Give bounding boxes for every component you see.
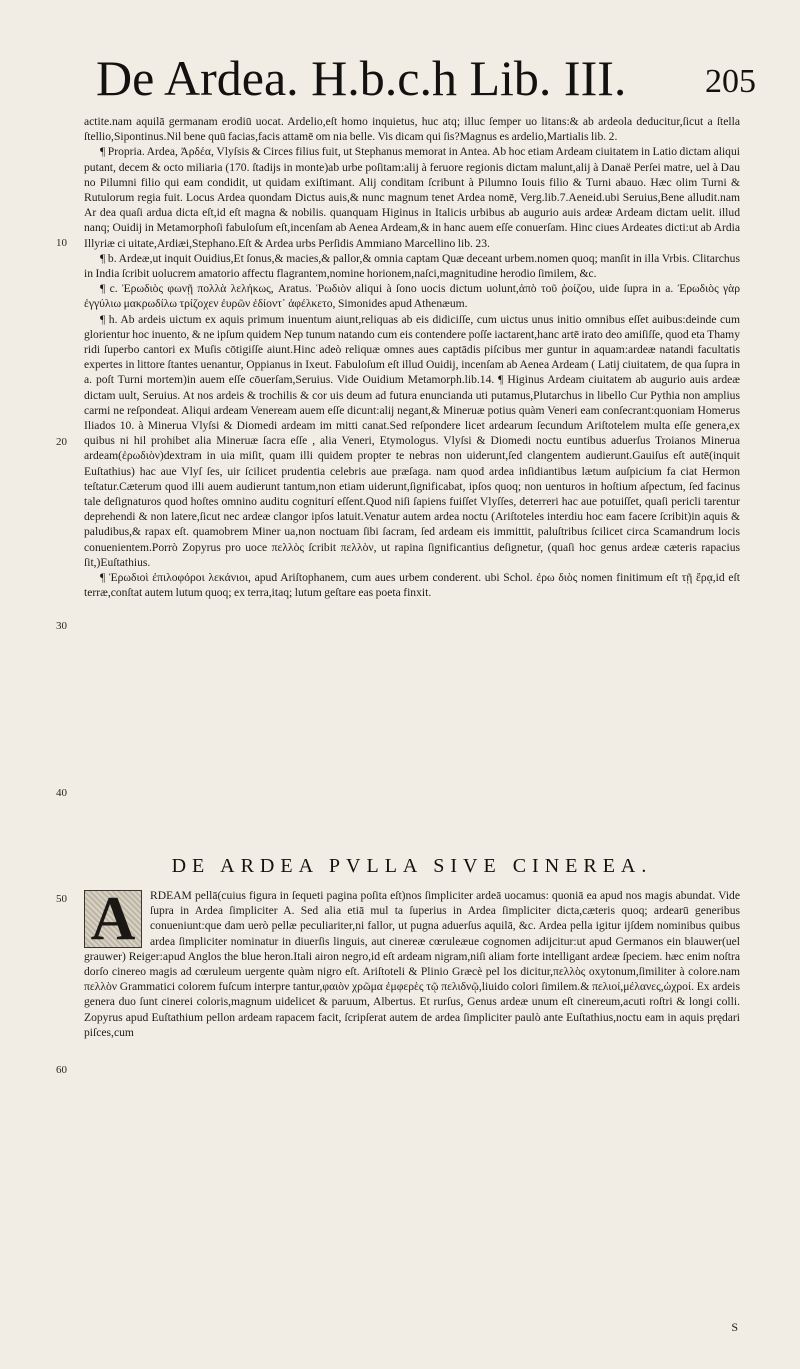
running-title: De Ardea. H.b.c.h Lib. III.: [96, 50, 627, 106]
lower-text-block: [84, 888, 740, 1318]
paragraph-ardelio: actite.nam aquilā germanam erodiū uocat. Ardelio,eſt homo inquietus, huc atq; illuc ſemper uo litans:& ab ardeola deducitur,ſicut a ſtella ſtellio,Sipontinus.Nil bene quū facias,facis attamē om nia belle. Vis dicam qui ſis?Magnus es ardelio,Martialis lib. 2.: [84, 115, 740, 144]
section-heading: DE ARDEA PVLLA SIVE CINEREA.: [171, 855, 653, 877]
line-number: 20: [56, 436, 67, 448]
line-number: 50: [56, 893, 67, 905]
paragraph-h: ¶ h. Ab ardeis uictum ex aquis primum inuentum aiunt,reliquas ab eis didiciſſe, cum uictus unus initio omnibus eſſet auibus:deinde cum glorientur hoc inuento, & ne ipſum quidem Nep tunum natando cum eis contendere poſſe iactarent,hanc artē irato deo amiſiſſe, quod eta Thamy ridi ſuperbo cantori ex Muſis cōtigiſſe aiunt.Hinc adeò reliquæ omnes aues captādis piſcibus mer guntur in aquam:ardeæ natandi facultatis expertes in littore ſtantes uenantur, Oppianus in Ixeut. Fabuloſum eſt illud Ouidij, incenſam ab Aenea Ardeam ( Latij ciuitatem, de qua ſupra in a. poſt Turni mortem)in auem eſſe cōuerſam,Seruius. Vide Ouidium Metamorph.lib.14. ¶ Higinus Ardeam ciuitatem ab augurio auis ardeæ dictam uult, Seruius. At nos ardeis & trochilis & cor uis deum ad futura enuncianda uti putamus,Plutarchus in libello Cur Pythia non amplius carmi ne reſpondeat. Aliqui ardeam Veneream auem eſſe dicunt:alij negant,& Mineruæ potius quàm Veneri eam conſecrant:quoniam Homerus Iliados 10. à Minerua Vlyſsi & Diomedi ardeam im mitti canat.Sed reſpondere licet ardearum ſecundum Ariſtotelem multa eſſe genera,ex quibus ni hil prohibet alia Mineruæ ſacra eſſe , alia Veneri, Etymologus. Vlyſsi & Diomedi noctu euntibus aduerſus Troianos Minerua ardeam(ἐρωδιὸν)dextram in uia miſit, quam illi quidem propter te nebras non uiderunt,ſed clangentem audierunt.Gauiſus eſt autē(inquit Euſtathius) hac aue Vlyſ ſes, uir ſcilicet prudentia celebris aue præſaga. nam quod ardea inſidiantibus lætum auſpicium fa ciat Hermon teſtatur.Cæterum quod illi auem audierunt tantum,non etiam uiderunt,ſignificabat, ipſos quoq; non uenturos in hoſtium aſpectum, ſed facinus tale deſignaturos quod hoſtes omnino auditu cogniturí eſſent.Quod niſi ſapiens fuiſſet Vlyſſes, deterreri hac aue potuiſſet, quaſi pericli tarentur deprehendi & non latere,ſicut nec ardeæ clangor ipſos latuit.Venatur autem ardea noctu (Ariſtoteles interdiu hoc eam facere ſcribit)in aquis & paludibus,& rapax eſt. quamobrem Miner ua,non noctuam ſibi ſacram, ſed ardeam eis immittit, paluſtribus ſcilicet circa Scamandrum locis conuenientem.Porrò Zopyrus pro uoce πελλὸς ſcribit πελλὸν, ut rapina ſignificantius deſignetur, (quaſi hoc genus ardeæ cæteris rapacius ſit,)Euſtathius.: [84, 312, 740, 569]
line-number: 10: [56, 237, 67, 249]
paragraph-propria: ¶ Propria. Ardea, Ἀρδέα, Vlyſsis & Circes filius fuit, ut Stephanus memorat in Antea. Ab hoc etiam Ardeam ciuitatem in Latio dictam aliqui putant, decem & octo miliaria (170. ſtadijs in monte)ab urbe poſitam:alij à feruore regionis dictam malunt,alij à Danaë Perſei matre, uel à Dau no Pilumni filio qui eam condidit, ut quidam exiſtimant. Alij conditam ſcribunt à Pilumno Iouis filio & Turni abauo. Hæc olim Turni & Rutulorum regia fuit. Locus Ardea quondam Dictus auis,& nunc magnum tenet Ardea nomē, Verg.lib.7.Aeneid.ubi Seruius,Bene alludit.nam Ar dea quaſi ardua dicta eſt,id eſt magna & nobilis. quanquam Higinus in Italicis urbibus ab augurio auis ardeæ Ardeam dictam uelit. illud nanq; Ouidij in Metamorphoſi fabuloſum eſt,incenſam ab Aenea Ardeam,& in hanc auem eſſe conuerſam. Hinc ciues Ardeates dicti:ut ab Ardia Illyriæ ci uitate,Ardiæi,Stephano.Eſt & Ardea urbs Perſidis Ammiano Marcellino lib. 23.: [84, 145, 740, 250]
page-header: [96, 44, 756, 114]
initial-letter: A: [90, 890, 136, 948]
page-number: 205: [705, 63, 756, 100]
paragraph-c: ¶ c. Ἐρωδιὸς φωνῇ πολλὰ λελήκως, Aratus. Ῥωδιὸν aliqui à ſono uocis dictum uolunt,ἀπὸ τοῦ ῥοίζου, uide ſupra in a. Ἐρωδιὸς γὰρ ἐγγύλιω μακρωδίλω τρίζοχεν ἐυρῶν ἐδίοντ᾽ ἀφέλκετο, Simonides apud Athenæum.: [84, 282, 740, 311]
upper-text-block: [84, 114, 740, 844]
decorated-initial-icon: [84, 890, 142, 948]
paragraph-aristophanes: ¶ Ἐρωδιοὶ ἐπιλοφόροι λεκάνιοι, apud Ariſtophanem, cum aues urbem conderent. ubi Schol. ἐρω διὸς nomen finitimum eſt τῇ ἔρᾳ,id eſt terræ,conſtat autem lutum quoq; ex terra,itaq; lutum geſtare eas poeta finxit.: [84, 571, 740, 600]
line-number: 60: [56, 1064, 67, 1076]
paragraph-b: ¶ b. Ardeæ,ut inquit Ouidius,Et ſonus,& macies,& pallor,& omnia captam Quæ deceant urbem.nomen quoq; manſit in illa Vrbis. Clitarchus in India ſcribit uolucrem amatorio affectu flagrantem,nomine horionem,naſci,magnitudine herodio ſimilem, &c.: [84, 251, 740, 281]
line-number: 30: [56, 620, 67, 632]
paragraph-ardea-pulla: RDEAM pellā(cuius figura in ſequeti pagina poſita eſt)nos ſimpliciter ardeā uocamus: quoniā ea apud nos magis abundat. Vide ſupra in Ardea ſimpliciter A. Sed alia etiā mul ta ſuperius in Ardea ſimpliciter dicta,cæteris quoq; ardearū generibus conueniunt:que dam uerò pellæ peculiariter,ni fallor, ut pugna aduerſus aquilā, &c. Ardea pella igitur ijſdem nominibus quibus ardea ſimpliciter nominatur in diuerſis linguis, aut cinereæ cœruleæue cognomen adijcitur:ut apud Germanos ein blauwer(uel grauwer) Reiger:apud Anglos the blue heron.Itali airon negro,id eſt ardeam nigram,niſi aliam forte intelligant ardeæ ſpeciem. hæc enim noſtra dorſo cinereo magis ad cœruleum uergente quàm nigro eſt. Ariſtoteli & Plinio Græcè pel los dicitur,πελλὸς oxytonum,ſimiliter à colore.nam πελλὸν Grammatici colorem fuſcum interpre tantur,φαιὸν χρῶμα ἐμφερὲς τῷ πελιδνῷ,liuido colori ſimilem.& πελιοί,μέλανες,ὠχροί. Ex ardeis genera duo ſunt cinerei coloris,magnum uidelicet & paruum, Albertus. Et rurſus, Genus ardeæ unum eſt cinereum,acuti roſtri & longi colli. Zopyrus apud Euſtathium pellon ardeam rapacem facit, ſcripſerat autem de ardea ſimpliciter paulò ante Euſtathius,noctu eam in aquis prędari piſces,cum: [84, 889, 740, 1039]
line-number: 40: [56, 787, 67, 799]
signature-mark: S: [731, 1320, 738, 1334]
